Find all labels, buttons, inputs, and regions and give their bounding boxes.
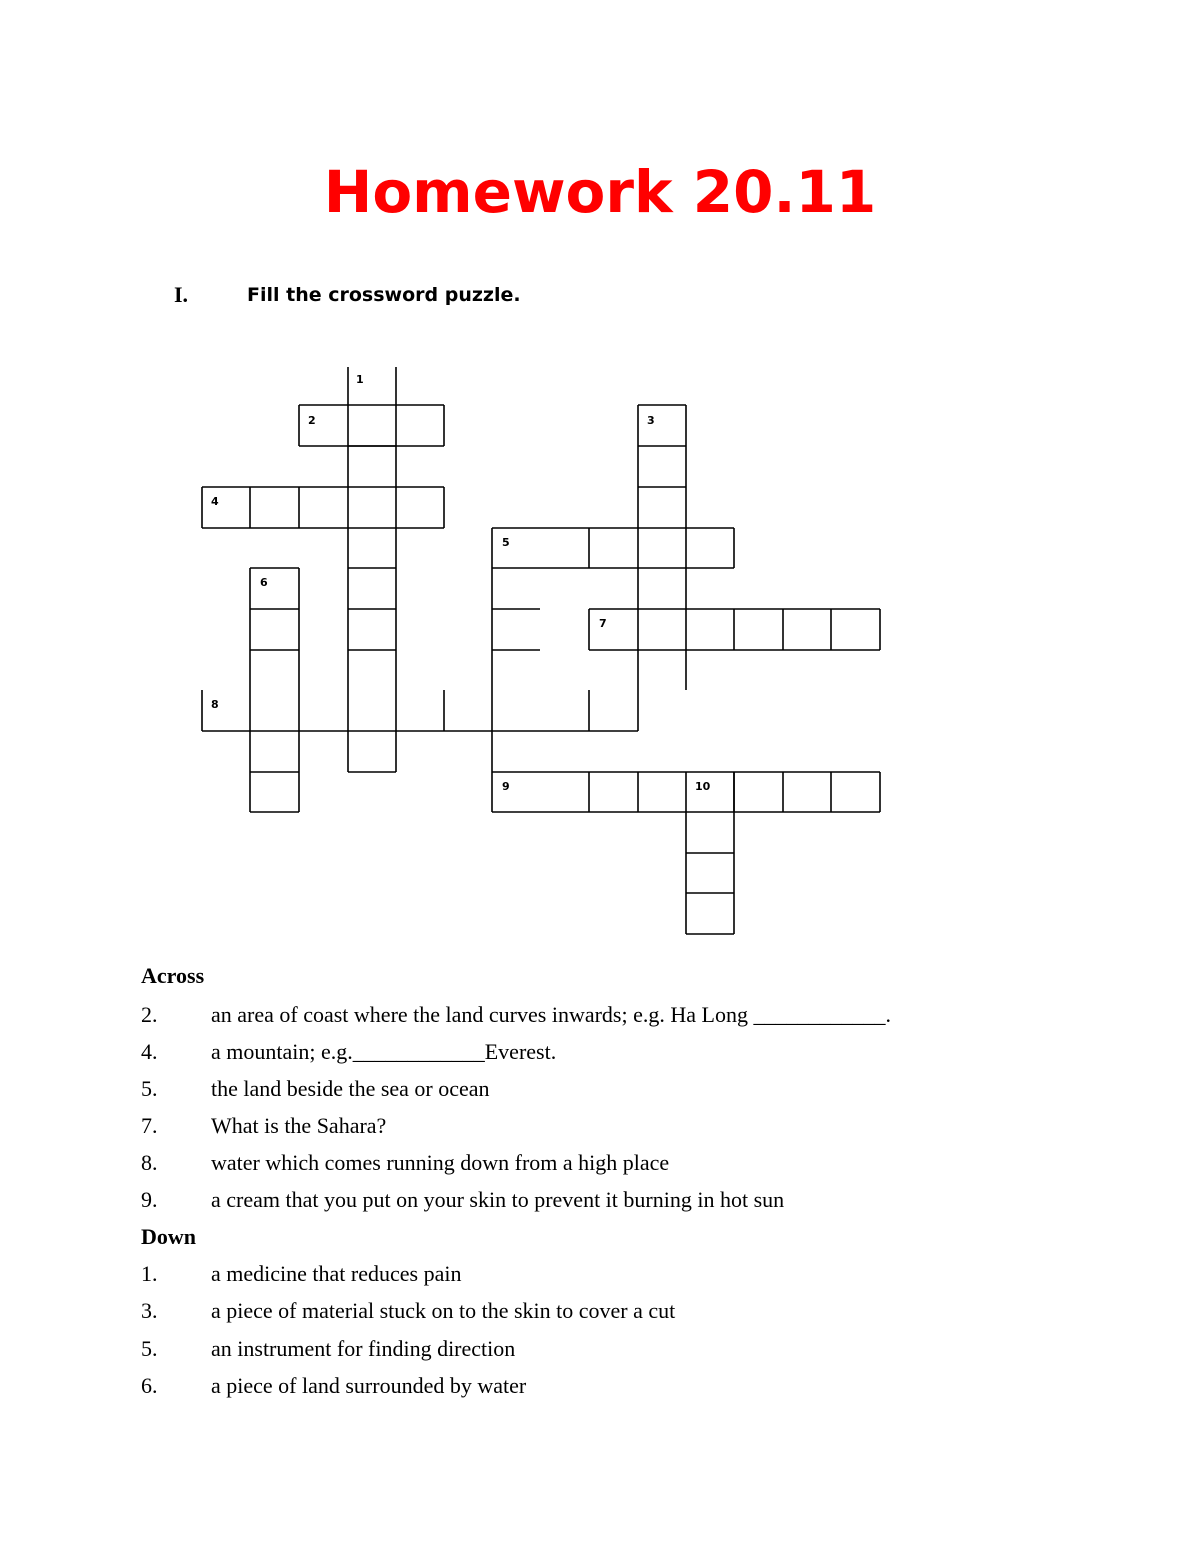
down-clue-text: an instrument for finding direction bbox=[211, 1336, 516, 1361]
down-clue-text: a medicine that reduces pain bbox=[211, 1261, 462, 1286]
across-clue-text: a mountain; e.g.____________Everest. bbox=[211, 1039, 557, 1064]
across-clue-number: 5. bbox=[141, 1076, 158, 1101]
cell-number-7: 7 bbox=[599, 617, 607, 630]
cell-number-9: 9 bbox=[502, 780, 510, 793]
across-clue-number: 9. bbox=[141, 1187, 158, 1212]
across-clue-text: water which comes running down from a high place bbox=[211, 1150, 670, 1175]
down-heading: Down bbox=[141, 1224, 197, 1249]
down-clue-number: 3. bbox=[141, 1298, 158, 1323]
crossword-grid-lines bbox=[202, 367, 880, 934]
across-clue-number: 7. bbox=[141, 1113, 158, 1138]
cell-number-3: 3 bbox=[647, 414, 655, 427]
section-instruction: Fill the crossword puzzle. bbox=[247, 284, 521, 306]
across-clue-text: a cream that you put on your skin to prevent it burning in hot sun bbox=[211, 1187, 785, 1212]
cell-number-10: 10 bbox=[695, 780, 711, 793]
down-clue-number: 1. bbox=[141, 1261, 158, 1286]
across-heading: Across bbox=[141, 963, 205, 988]
cell-number-5: 5 bbox=[502, 536, 510, 549]
down-clue-number: 6. bbox=[141, 1373, 158, 1398]
cell-number-6: 6 bbox=[260, 576, 268, 589]
cell-number-4: 4 bbox=[211, 495, 219, 508]
cell-number-1: 1 bbox=[356, 373, 364, 386]
page-title: Homework 20.11 bbox=[323, 158, 877, 226]
crossword-cell-numbers bbox=[211, 373, 711, 793]
across-clue-number: 2. bbox=[141, 1002, 158, 1027]
cell-number-8: 8 bbox=[211, 698, 219, 711]
across-clue-number: 8. bbox=[141, 1150, 158, 1175]
section-number: I. bbox=[174, 282, 189, 307]
down-clue-text: a piece of land surrounded by water bbox=[211, 1373, 527, 1398]
cell-number-2: 2 bbox=[308, 414, 316, 427]
across-clue-text: What is the Sahara? bbox=[211, 1113, 387, 1138]
down-clue-text: a piece of material stuck on to the skin to cover a cut bbox=[211, 1298, 676, 1323]
down-clue-number: 5. bbox=[141, 1336, 158, 1361]
across-clue-text: the land beside the sea or ocean bbox=[211, 1076, 490, 1101]
across-clue-text: an area of coast where the land curves inwards; e.g. Ha Long ____________. bbox=[211, 1002, 891, 1027]
across-clue-number: 4. bbox=[141, 1039, 158, 1064]
